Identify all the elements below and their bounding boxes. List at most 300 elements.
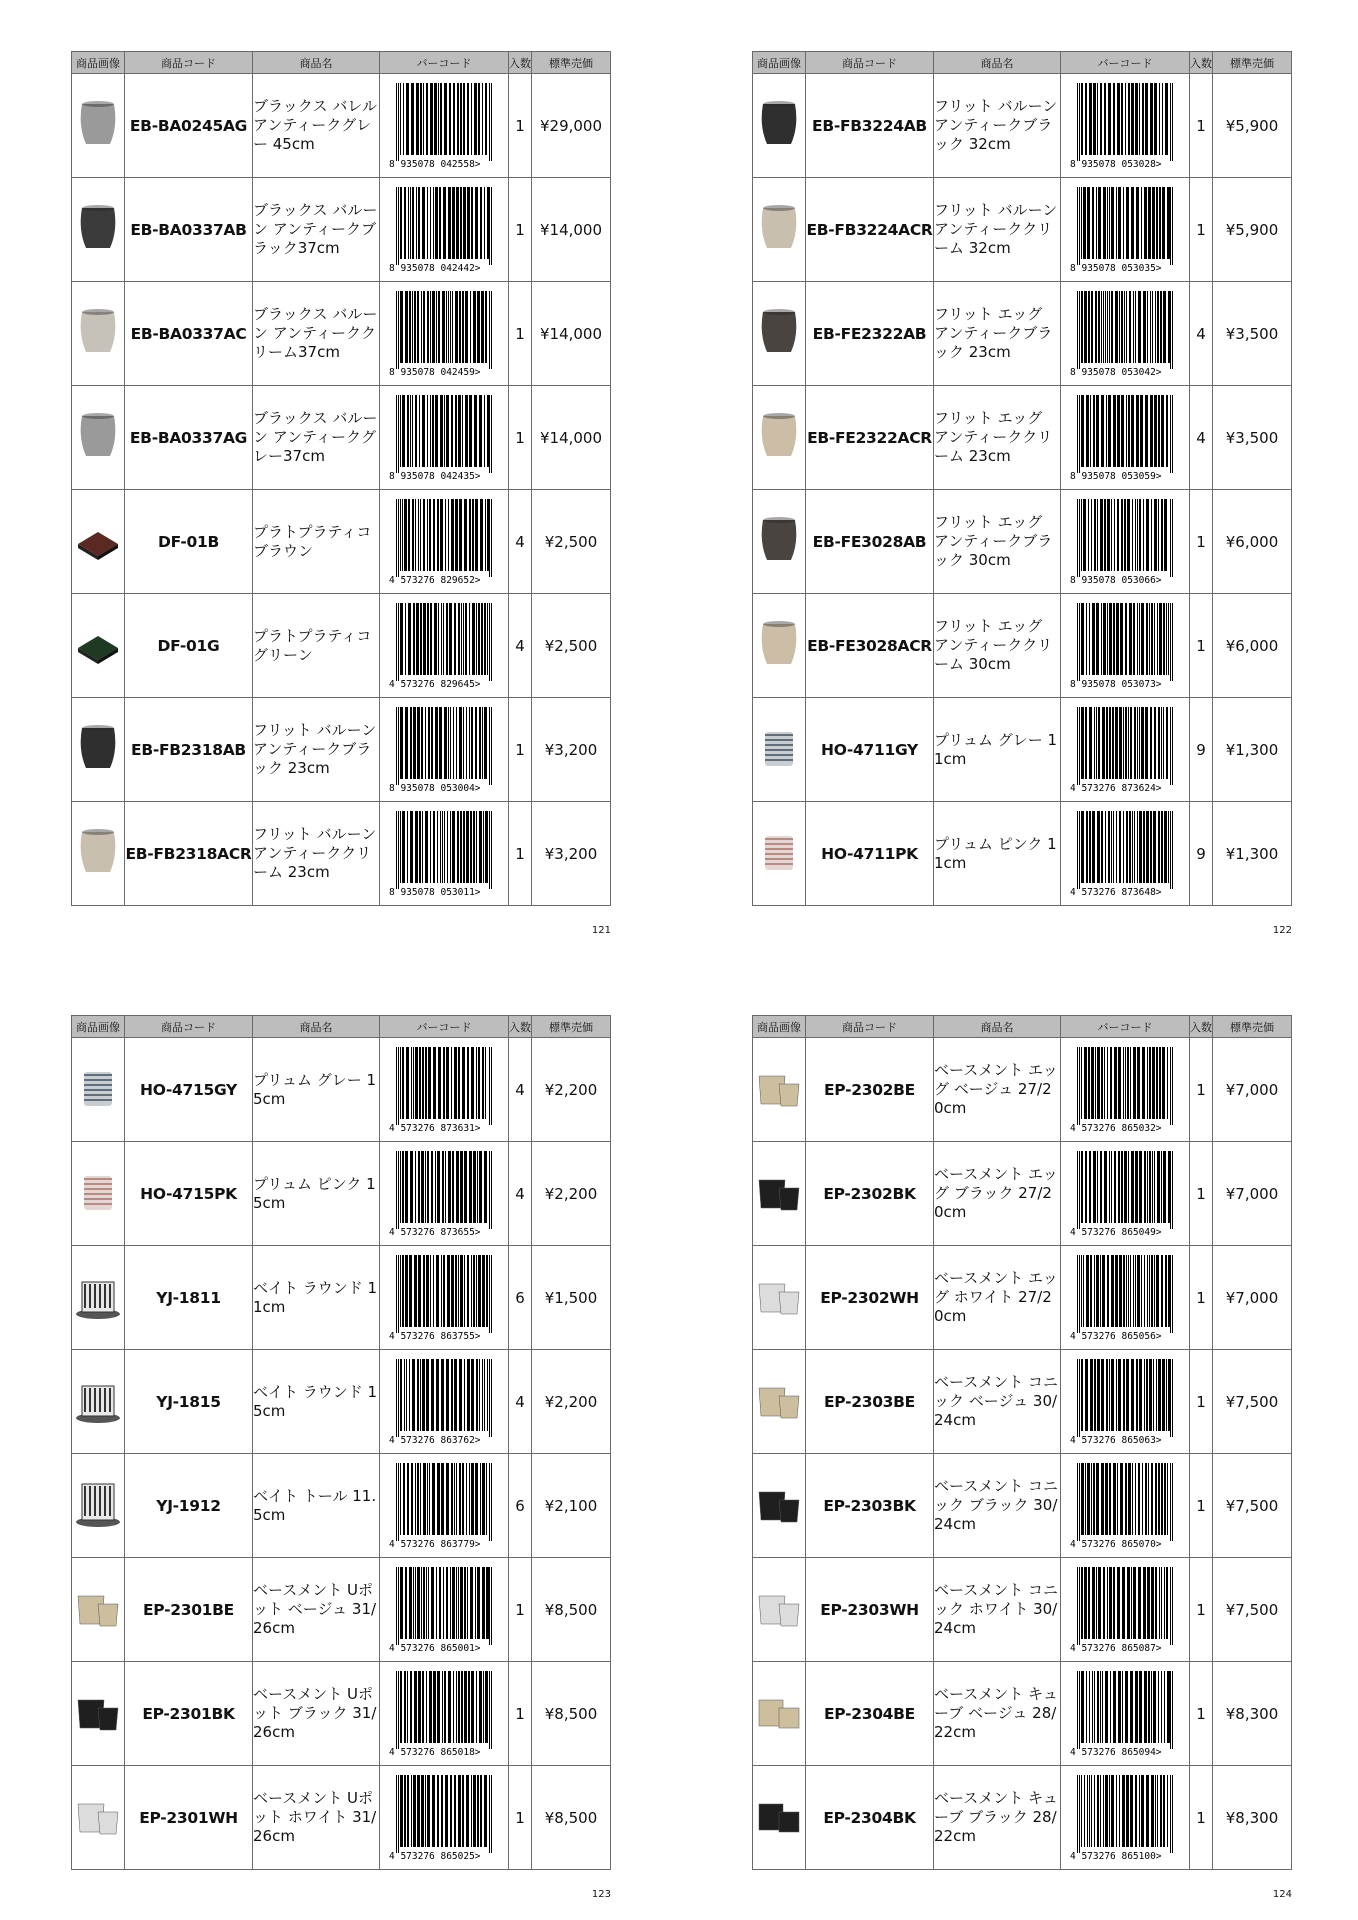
svg-text:4 573276 865087>: 4 573276 865087> (1070, 1642, 1162, 1653)
price: ¥7,000 (1213, 1142, 1292, 1246)
barcode-graphic (388, 1359, 500, 1445)
product-image (72, 1350, 125, 1454)
barcode (380, 178, 509, 282)
barcode (380, 1454, 509, 1558)
product-image (72, 1454, 125, 1558)
product-name: ベースメント コニック ホワイト 30/24cm (934, 1558, 1061, 1662)
barcode-graphic (388, 1151, 500, 1237)
table-row (72, 1454, 611, 1558)
product-code: DF-01G (125, 594, 253, 698)
product-table (752, 51, 1292, 906)
product-code: HO-4711GY (806, 698, 934, 802)
quantity: 1 (1190, 490, 1213, 594)
quantity: 1 (509, 386, 532, 490)
product-table (71, 1015, 611, 1870)
svg-text:4 573276 863779>: 4 573276 863779> (389, 1538, 481, 1549)
product-image (753, 802, 806, 906)
svg-text:4 573276 865025>: 4 573276 865025> (389, 1850, 481, 1861)
column-header-qty: 入数 (1190, 52, 1213, 74)
product-code: EB-BA0337AB (125, 178, 253, 282)
price: ¥3,200 (532, 698, 611, 802)
quantity: 1 (509, 74, 532, 178)
svg-text:4 573276 865094>: 4 573276 865094> (1070, 1746, 1162, 1757)
svg-text:4 573276 863762>: 4 573276 863762> (389, 1434, 481, 1445)
table-row (753, 1246, 1292, 1350)
product-name: プリュム グレー 11cm (934, 698, 1061, 802)
barcode-graphic (388, 603, 500, 689)
page-number: 122 (1272, 925, 1292, 936)
quantity: 1 (1190, 178, 1213, 282)
product-image (72, 74, 125, 178)
product-code: EB-BA0337AC (125, 282, 253, 386)
catalog-page (752, 51, 1292, 936)
price: ¥5,900 (1213, 74, 1292, 178)
barcode-graphic (1069, 1151, 1181, 1237)
table-row (753, 1558, 1292, 1662)
table-row (72, 386, 611, 490)
product-code: EB-FB3224AB (806, 74, 934, 178)
product-code: EB-BA0245AG (125, 74, 253, 178)
product-name: ベースメント キューブ ブラック 28/22cm (934, 1766, 1061, 1870)
svg-text:8 935078 042435>: 8 935078 042435> (389, 470, 481, 481)
product-code: YJ-1815 (125, 1350, 253, 1454)
column-header-price: 標準売価 (532, 1016, 611, 1038)
product-image (753, 74, 806, 178)
price: ¥14,000 (532, 178, 611, 282)
quantity: 1 (509, 282, 532, 386)
catalog-page (71, 51, 611, 936)
product-image (753, 1454, 806, 1558)
barcode-graphic (388, 811, 500, 897)
product-image (72, 1766, 125, 1870)
product-image (72, 386, 125, 490)
table-row (753, 386, 1292, 490)
svg-text:8 935078 042558>: 8 935078 042558> (389, 158, 481, 169)
barcode (1061, 1142, 1190, 1246)
svg-text:4 573276 865063>: 4 573276 865063> (1070, 1434, 1162, 1445)
price: ¥29,000 (532, 74, 611, 178)
svg-text:4 573276 873631>: 4 573276 873631> (389, 1122, 481, 1133)
price: ¥3,500 (1213, 386, 1292, 490)
quantity: 4 (509, 1350, 532, 1454)
product-name: フリット エッグ アンティークブラック 23cm (934, 282, 1061, 386)
quantity: 9 (1190, 698, 1213, 802)
product-code: EP-2303WH (806, 1558, 934, 1662)
quantity: 1 (509, 698, 532, 802)
svg-text:8 935078 053066>: 8 935078 053066> (1070, 574, 1162, 585)
product-name: ベイト トール 11.5cm (253, 1454, 380, 1558)
product-name: プリュム ピンク 15cm (253, 1142, 380, 1246)
product-image (753, 1246, 806, 1350)
quantity: 1 (1190, 1350, 1213, 1454)
table-row (72, 178, 611, 282)
product-image (72, 1246, 125, 1350)
price: ¥2,200 (532, 1350, 611, 1454)
price: ¥1,500 (532, 1246, 611, 1350)
product-image (72, 802, 125, 906)
table-row (753, 1038, 1292, 1142)
product-code: YJ-1811 (125, 1246, 253, 1350)
table-row (753, 1766, 1292, 1870)
product-name: プリュム グレー 15cm (253, 1038, 380, 1142)
table-row (753, 1662, 1292, 1766)
svg-text:4 573276 863755>: 4 573276 863755> (389, 1330, 481, 1341)
product-name: フリット バルーン アンティークブラック 23cm (253, 698, 380, 802)
product-image (72, 282, 125, 386)
price: ¥5,900 (1213, 178, 1292, 282)
product-code: EP-2302WH (806, 1246, 934, 1350)
column-header-price: 標準売価 (532, 52, 611, 74)
product-image (72, 490, 125, 594)
product-code: HO-4711PK (806, 802, 934, 906)
product-table (71, 51, 611, 906)
table-row (753, 74, 1292, 178)
svg-text:4 573276 873648>: 4 573276 873648> (1070, 886, 1162, 897)
product-name: ベースメント キューブ ベージュ 28/22cm (934, 1662, 1061, 1766)
barcode (380, 74, 509, 178)
svg-text:8 935078 042442>: 8 935078 042442> (389, 262, 481, 273)
quantity: 1 (509, 1766, 532, 1870)
price: ¥8,500 (532, 1662, 611, 1766)
quantity: 1 (509, 178, 532, 282)
barcode (380, 1350, 509, 1454)
table-row (72, 1246, 611, 1350)
barcode-graphic (388, 1775, 500, 1861)
barcode (380, 698, 509, 802)
barcode-graphic (1069, 1671, 1181, 1757)
quantity: 1 (1190, 1246, 1213, 1350)
product-name: ベースメント エッグ ホワイト 27/20cm (934, 1246, 1061, 1350)
table-row (753, 594, 1292, 698)
product-image (753, 178, 806, 282)
barcode (380, 1246, 509, 1350)
table-row (753, 698, 1292, 802)
product-name: ベイト ラウンド 15cm (253, 1350, 380, 1454)
barcode-graphic (1069, 811, 1181, 897)
product-code: EB-FB2318AB (125, 698, 253, 802)
product-image (72, 698, 125, 802)
quantity: 1 (1190, 594, 1213, 698)
column-header-name: 商品名 (253, 52, 380, 74)
barcode-graphic (1069, 395, 1181, 481)
product-image (753, 1558, 806, 1662)
product-image (753, 386, 806, 490)
column-header-barcode: バーコード (380, 1016, 509, 1038)
barcode (380, 282, 509, 386)
quantity: 1 (509, 802, 532, 906)
quantity: 9 (1190, 802, 1213, 906)
barcode (1061, 1038, 1190, 1142)
quantity: 4 (509, 594, 532, 698)
price: ¥8,500 (532, 1766, 611, 1870)
barcode (380, 490, 509, 594)
table-row (72, 74, 611, 178)
barcode (1061, 1350, 1190, 1454)
quantity: 4 (509, 490, 532, 594)
column-header-qty: 入数 (509, 52, 532, 74)
barcode-graphic (1069, 1359, 1181, 1445)
catalog-page (71, 1015, 611, 1900)
price: ¥2,100 (532, 1454, 611, 1558)
quantity: 1 (1190, 1558, 1213, 1662)
barcode (380, 386, 509, 490)
barcode (1061, 1662, 1190, 1766)
product-code: DF-01B (125, 490, 253, 594)
product-name: ベースメント エッグ ブラック 27/20cm (934, 1142, 1061, 1246)
barcode-graphic (1069, 707, 1181, 793)
barcode-graphic (388, 187, 500, 273)
table-row (753, 1350, 1292, 1454)
svg-text:8 935078 042459>: 8 935078 042459> (389, 366, 481, 377)
product-code: EP-2304BK (806, 1766, 934, 1870)
product-image (72, 1662, 125, 1766)
product-image (72, 1142, 125, 1246)
product-name: フリット エッグ アンティーククリーム 30cm (934, 594, 1061, 698)
table-row (72, 1350, 611, 1454)
barcode (1061, 1454, 1190, 1558)
price: ¥7,000 (1213, 1038, 1292, 1142)
table-row (753, 178, 1292, 282)
table-row (753, 490, 1292, 594)
column-header-barcode: バーコード (1061, 1016, 1190, 1038)
product-image (753, 282, 806, 386)
price: ¥3,500 (1213, 282, 1292, 386)
table-row (72, 1766, 611, 1870)
product-code: EP-2302BK (806, 1142, 934, 1246)
product-code: YJ-1912 (125, 1454, 253, 1558)
price: ¥7,500 (1213, 1350, 1292, 1454)
product-code: EP-2303BE (806, 1350, 934, 1454)
product-code: EP-2302BE (806, 1038, 934, 1142)
price: ¥7,500 (1213, 1558, 1292, 1662)
quantity: 4 (509, 1038, 532, 1142)
svg-text:4 573276 865049>: 4 573276 865049> (1070, 1226, 1162, 1237)
product-code: EP-2301BK (125, 1662, 253, 1766)
barcode (380, 802, 509, 906)
product-code: HO-4715GY (125, 1038, 253, 1142)
barcode-graphic (388, 1255, 500, 1341)
price: ¥14,000 (532, 282, 611, 386)
page-number: 124 (1272, 1889, 1292, 1900)
svg-text:4 573276 865056>: 4 573276 865056> (1070, 1330, 1162, 1341)
product-name: ブラックス バルーン アンティークブラック37cm (253, 178, 380, 282)
price: ¥8,300 (1213, 1662, 1292, 1766)
barcode-graphic (388, 83, 500, 169)
barcode (1061, 282, 1190, 386)
barcode-graphic (388, 707, 500, 793)
column-header-image: 商品画像 (72, 52, 125, 74)
svg-text:8 935078 053004>: 8 935078 053004> (389, 782, 481, 793)
product-code: EP-2301WH (125, 1766, 253, 1870)
product-image (753, 1662, 806, 1766)
barcode-graphic (1069, 1255, 1181, 1341)
price: ¥2,200 (532, 1038, 611, 1142)
svg-text:4 573276 829645>: 4 573276 829645> (389, 678, 481, 689)
column-header-qty: 入数 (509, 1016, 532, 1038)
product-name: ブラックス バルーン アンティークグレー37cm (253, 386, 380, 490)
quantity: 6 (509, 1246, 532, 1350)
price: ¥8,500 (532, 1558, 611, 1662)
barcode-graphic (388, 395, 500, 481)
svg-text:4 573276 873655>: 4 573276 873655> (389, 1226, 481, 1237)
barcode-graphic (388, 499, 500, 585)
column-header-image: 商品画像 (753, 52, 806, 74)
svg-text:4 573276 865070>: 4 573276 865070> (1070, 1538, 1162, 1549)
product-image (753, 1766, 806, 1870)
svg-text:8 935078 053042>: 8 935078 053042> (1070, 366, 1162, 377)
product-image (753, 594, 806, 698)
svg-text:8 935078 053028>: 8 935078 053028> (1070, 158, 1162, 169)
table-row (753, 802, 1292, 906)
product-name: ベースメント Uポット ベージュ 31/26cm (253, 1558, 380, 1662)
column-header-price: 標準売価 (1213, 1016, 1292, 1038)
column-header-barcode: バーコード (1061, 52, 1190, 74)
table-row (72, 594, 611, 698)
svg-text:4 573276 865001>: 4 573276 865001> (389, 1642, 481, 1653)
column-header-name: 商品名 (253, 1016, 380, 1038)
column-header-image: 商品画像 (72, 1016, 125, 1038)
product-name: ベースメント Uポット ブラック 31/26cm (253, 1662, 380, 1766)
svg-text:4 573276 865100>: 4 573276 865100> (1070, 1850, 1162, 1861)
price: ¥1,300 (1213, 802, 1292, 906)
svg-text:8 935078 053011>: 8 935078 053011> (389, 886, 481, 897)
svg-text:8 935078 053035>: 8 935078 053035> (1070, 262, 1162, 273)
quantity: 1 (509, 1662, 532, 1766)
barcode-graphic (388, 1671, 500, 1757)
quantity: 1 (1190, 1038, 1213, 1142)
product-code: EB-FE2322ACR (806, 386, 934, 490)
quantity: 4 (509, 1142, 532, 1246)
column-header-code: 商品コード (806, 52, 934, 74)
price: ¥3,200 (532, 802, 611, 906)
svg-text:8 935078 053059>: 8 935078 053059> (1070, 470, 1162, 481)
product-code: HO-4715PK (125, 1142, 253, 1246)
barcode-graphic (388, 291, 500, 377)
table-row (72, 490, 611, 594)
table-row (72, 698, 611, 802)
product-name: フリット エッグ アンティークブラック 30cm (934, 490, 1061, 594)
svg-text:8 935078 053073>: 8 935078 053073> (1070, 678, 1162, 689)
column-header-name: 商品名 (934, 1016, 1061, 1038)
product-name: ブラックス バレル アンティークグレー 45cm (253, 74, 380, 178)
barcode-graphic (388, 1047, 500, 1133)
barcode (380, 1558, 509, 1662)
table-row (72, 1038, 611, 1142)
column-header-barcode: バーコード (380, 52, 509, 74)
column-header-code: 商品コード (125, 52, 253, 74)
barcode (1061, 1246, 1190, 1350)
product-code: EB-FB2318ACR (125, 802, 253, 906)
barcode (1061, 1558, 1190, 1662)
product-name: ベースメント エッグ ベージュ 27/20cm (934, 1038, 1061, 1142)
product-name: プラトプラティコブラウン (253, 490, 380, 594)
barcode (1061, 386, 1190, 490)
column-header-price: 標準売価 (1213, 52, 1292, 74)
barcode-graphic (1069, 83, 1181, 169)
price: ¥6,000 (1213, 490, 1292, 594)
product-name: フリット エッグ アンティーククリーム 23cm (934, 386, 1061, 490)
barcode (1061, 74, 1190, 178)
barcode-graphic (1069, 187, 1181, 273)
barcode-graphic (1069, 291, 1181, 377)
quantity: 1 (1190, 1142, 1213, 1246)
svg-text:4 573276 865018>: 4 573276 865018> (389, 1746, 481, 1757)
price: ¥7,000 (1213, 1246, 1292, 1350)
product-image (72, 1558, 125, 1662)
table-row (72, 802, 611, 906)
product-code: EB-FE2322AB (806, 282, 934, 386)
price: ¥6,000 (1213, 594, 1292, 698)
product-code: EB-FE3028AB (806, 490, 934, 594)
barcode-graphic (1069, 603, 1181, 689)
barcode (380, 1766, 509, 1870)
column-header-code: 商品コード (806, 1016, 934, 1038)
barcode (1061, 490, 1190, 594)
barcode (1061, 1766, 1190, 1870)
product-code: EP-2303BK (806, 1454, 934, 1558)
catalog-page (752, 1015, 1292, 1900)
price: ¥14,000 (532, 386, 611, 490)
product-code: EB-BA0337AG (125, 386, 253, 490)
barcode-graphic (388, 1463, 500, 1549)
product-name: フリット バルーン アンティーククリーム 32cm (934, 178, 1061, 282)
product-image (72, 178, 125, 282)
barcode-graphic (1069, 1567, 1181, 1653)
page-number: 121 (591, 925, 611, 936)
product-name: ベイト ラウンド 11cm (253, 1246, 380, 1350)
column-header-name: 商品名 (934, 52, 1061, 74)
product-image (753, 1350, 806, 1454)
barcode (1061, 698, 1190, 802)
barcode (380, 1142, 509, 1246)
table-row (72, 1142, 611, 1246)
table-row (753, 1142, 1292, 1246)
product-image (753, 490, 806, 594)
table-row (753, 1454, 1292, 1558)
barcode (380, 1662, 509, 1766)
barcode-graphic (1069, 1463, 1181, 1549)
product-name: プラトプラティコグリーン (253, 594, 380, 698)
product-image (72, 594, 125, 698)
quantity: 1 (1190, 1454, 1213, 1558)
column-header-code: 商品コード (125, 1016, 253, 1038)
quantity: 4 (1190, 386, 1213, 490)
svg-text:4 573276 865032>: 4 573276 865032> (1070, 1122, 1162, 1133)
table-row (753, 282, 1292, 386)
column-header-qty: 入数 (1190, 1016, 1213, 1038)
price: ¥1,300 (1213, 698, 1292, 802)
product-image (753, 698, 806, 802)
product-code: EP-2304BE (806, 1662, 934, 1766)
product-name: フリット バルーン アンティークブラック 32cm (934, 74, 1061, 178)
product-table (752, 1015, 1292, 1870)
product-name: プリュム ピンク 11cm (934, 802, 1061, 906)
svg-text:4 573276 829652>: 4 573276 829652> (389, 574, 481, 585)
price: ¥2,500 (532, 490, 611, 594)
product-code: EB-FB3224ACR (806, 178, 934, 282)
price: ¥7,500 (1213, 1454, 1292, 1558)
quantity: 1 (1190, 1662, 1213, 1766)
quantity: 1 (1190, 1766, 1213, 1870)
table-row (72, 1662, 611, 1766)
barcode (1061, 802, 1190, 906)
product-code: EP-2301BE (125, 1558, 253, 1662)
barcode (380, 1038, 509, 1142)
quantity: 1 (509, 1558, 532, 1662)
quantity: 4 (1190, 282, 1213, 386)
table-row (72, 1558, 611, 1662)
product-image (753, 1038, 806, 1142)
